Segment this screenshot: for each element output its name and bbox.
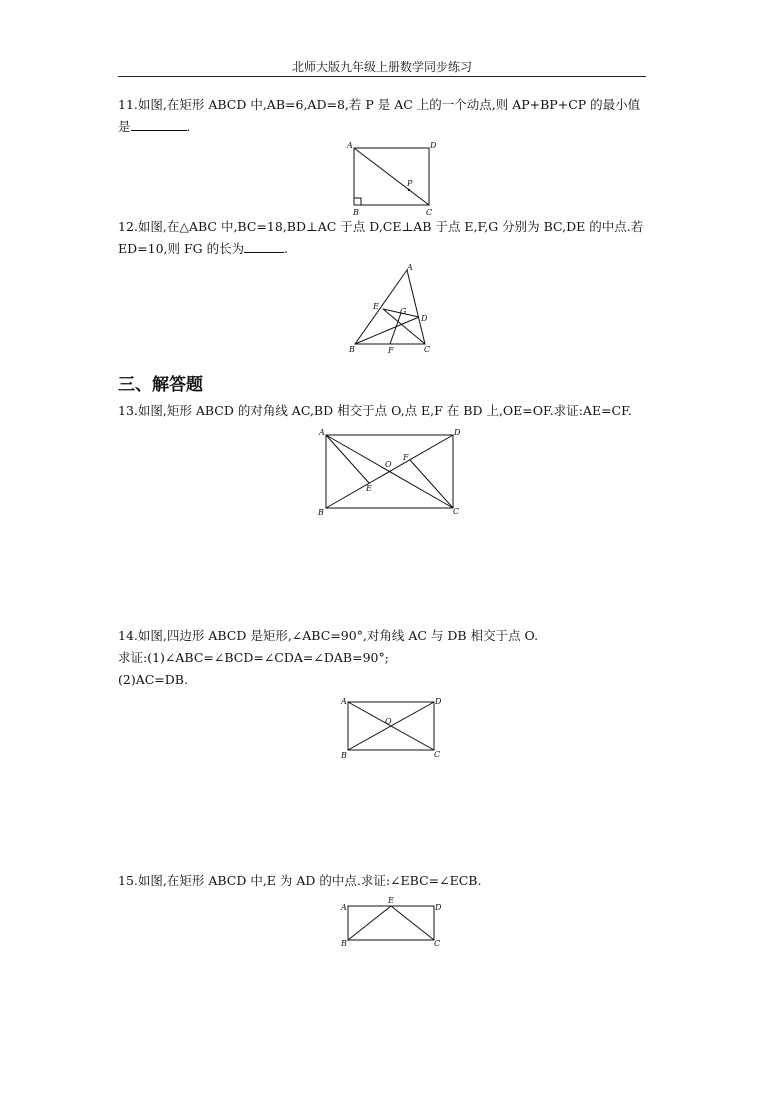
label-c: C bbox=[434, 750, 441, 759]
rectangle-abcd bbox=[348, 906, 434, 940]
label-c: C bbox=[434, 939, 441, 948]
question-11-line2 bbox=[118, 116, 658, 138]
answer-blank-12[interactable] bbox=[244, 240, 284, 253]
label-d: D bbox=[435, 903, 442, 912]
label-g: G bbox=[400, 307, 407, 316]
label-a: A bbox=[319, 428, 325, 437]
section-heading: 三、解答题 bbox=[118, 375, 203, 395]
question-12-line1: 12.如图,在△ABC 中,BC=18,BD⊥AC 于点 D,CE⊥AB 于点 E,F,G 分别为 BC,DE 的中点.若 bbox=[118, 219, 644, 234]
segment-ce bbox=[391, 906, 434, 940]
question-11-line2-text: 是 bbox=[118, 119, 131, 134]
label-e: E bbox=[373, 302, 379, 311]
diagonal-ac bbox=[354, 148, 429, 205]
figure-12 bbox=[345, 262, 445, 358]
question-14 bbox=[118, 625, 658, 691]
header-rule bbox=[118, 76, 646, 77]
label-a: A bbox=[407, 263, 413, 272]
label-b: B bbox=[341, 751, 347, 760]
label-a: A bbox=[347, 141, 353, 150]
label-e: E bbox=[366, 484, 372, 493]
segment-ae bbox=[326, 435, 369, 483]
question-13-text: 13.如图,矩形 ABCD 的对角线 AC,BD 相交于点 O,点 E,F 在 BD 上,OE=OF.求证:AE=CF. bbox=[118, 403, 632, 418]
label-b: B bbox=[341, 939, 347, 948]
label-d: D bbox=[421, 314, 428, 323]
label-d: D bbox=[435, 697, 442, 706]
figure-15 bbox=[336, 894, 446, 950]
question-12-line2-text: ED=10,则 FG 的长为 bbox=[118, 241, 245, 256]
question-11-line2-end: . bbox=[186, 119, 191, 134]
label-c: C bbox=[453, 507, 460, 516]
page-header: 北师大版九年级上册数学同步练习 bbox=[291, 60, 472, 74]
triangle-abc bbox=[355, 270, 425, 344]
question-12-line2-end: . bbox=[284, 241, 289, 256]
label-c: C bbox=[426, 208, 433, 217]
question-12 bbox=[118, 216, 658, 260]
question-14-line2: 求证:(1)∠ABC=∠BCD=∠CDA=∠DAB=90°; bbox=[118, 650, 389, 665]
label-a: A bbox=[341, 697, 347, 706]
right-angle-mark bbox=[354, 198, 361, 205]
question-14-line3: (2)AC=DB. bbox=[118, 672, 188, 687]
figure-11 bbox=[340, 138, 450, 222]
label-p: P bbox=[407, 179, 413, 188]
label-b: B bbox=[353, 208, 359, 217]
label-e: E bbox=[388, 896, 394, 905]
question-15-text: 15.如图,在矩形 ABCD 中,E 为 AD 的中点.求证:∠EBC=∠ECB. bbox=[118, 873, 482, 888]
segment-cf bbox=[410, 460, 453, 508]
label-b: B bbox=[349, 345, 355, 354]
question-14-line1: 14.如图,四边形 ABCD 是矩形,∠ABC=90°,对角线 AC 与 DB 相交于点 O. bbox=[118, 628, 539, 643]
label-o: O bbox=[385, 717, 392, 726]
point-p bbox=[408, 189, 410, 191]
question-11-line1: 11.如图,在矩形 ABCD 中,AB=6,AD=8,若 P 是 AC 上的一个动点,则 AP+BP+CP 的最小值 bbox=[118, 97, 641, 112]
question-12-line2 bbox=[118, 238, 658, 260]
answer-blank-11[interactable] bbox=[131, 118, 187, 131]
figure-14 bbox=[336, 696, 446, 762]
label-b: B bbox=[318, 508, 324, 517]
label-f: F bbox=[388, 346, 394, 355]
label-o: O bbox=[385, 460, 392, 469]
segment-be bbox=[348, 906, 391, 940]
question-11 bbox=[118, 94, 658, 138]
label-a: A bbox=[341, 903, 347, 912]
figure-13 bbox=[314, 427, 464, 519]
label-d: D bbox=[430, 141, 437, 150]
label-d: D bbox=[454, 428, 461, 437]
label-f: F bbox=[403, 453, 409, 462]
question-15 bbox=[118, 870, 658, 892]
label-c: C bbox=[424, 345, 431, 354]
question-13 bbox=[118, 400, 658, 422]
